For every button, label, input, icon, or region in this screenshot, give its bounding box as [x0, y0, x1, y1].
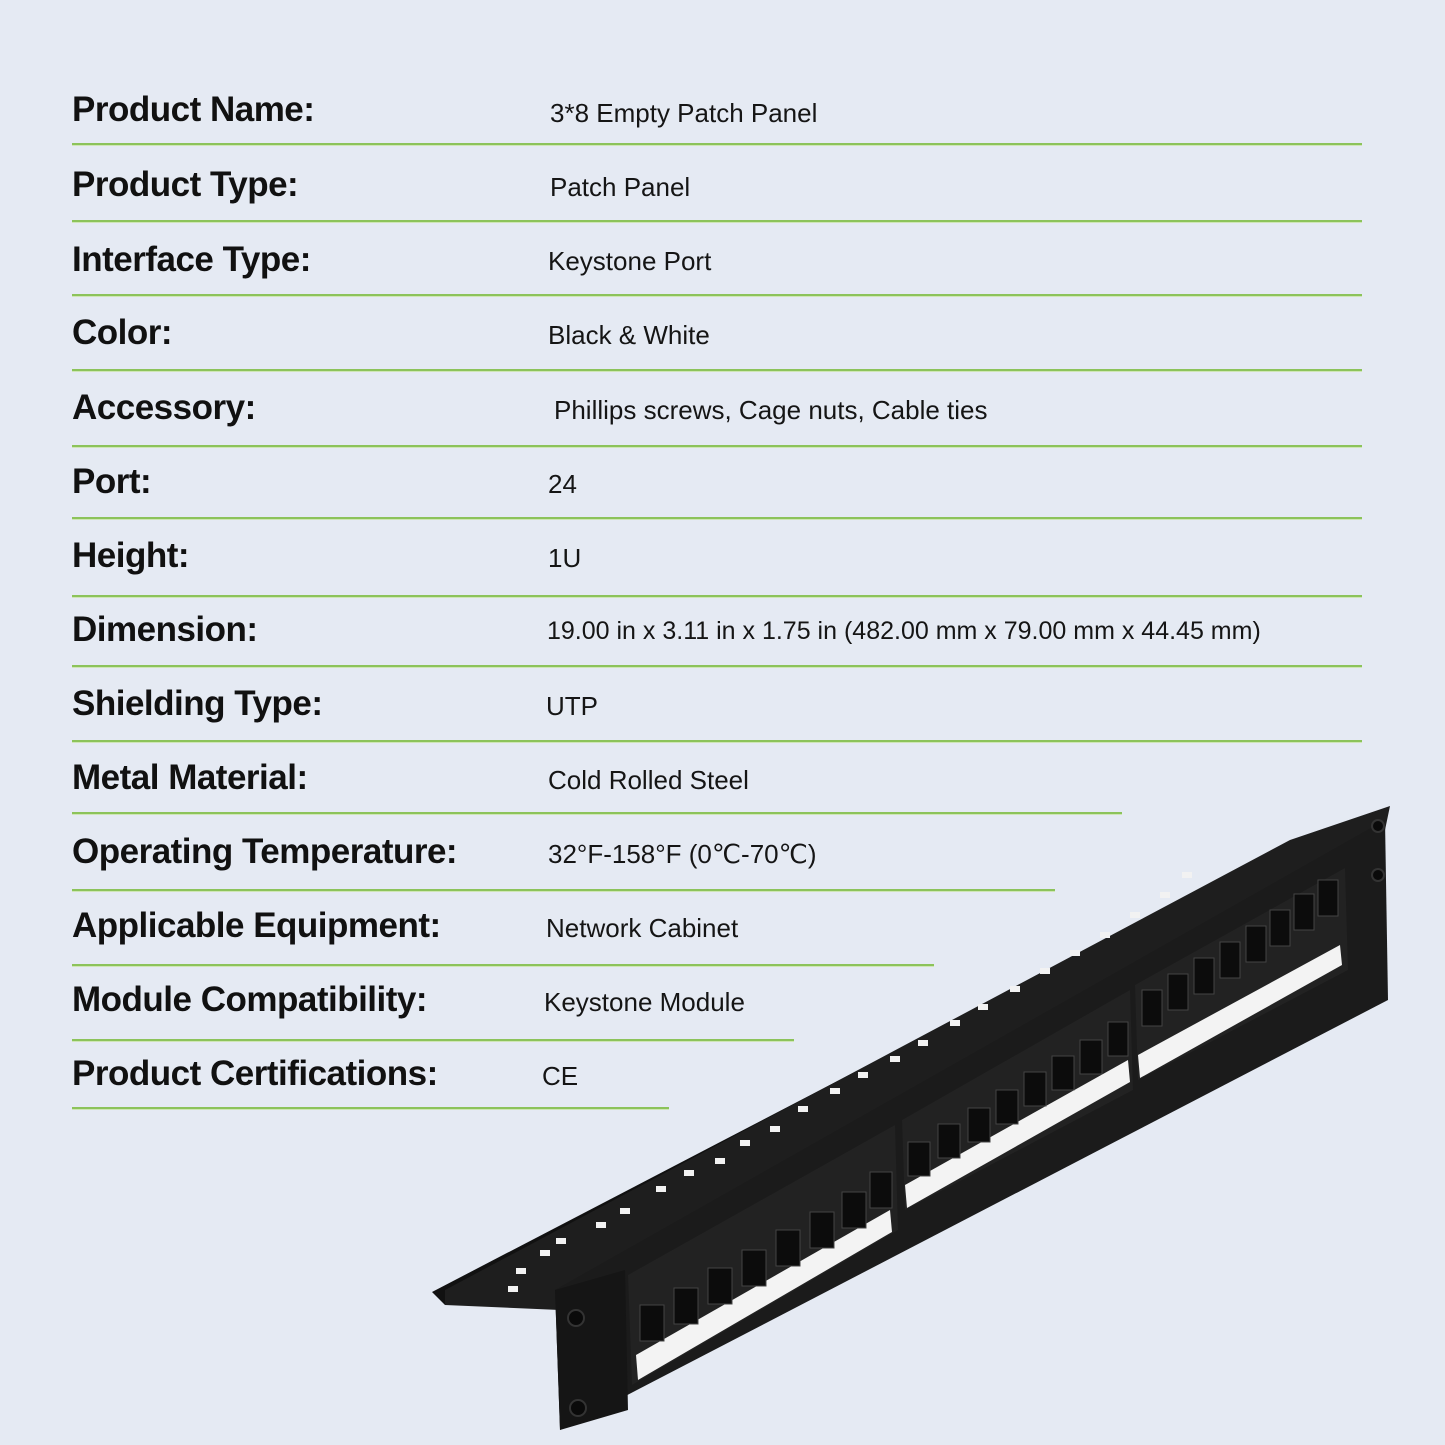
divider	[72, 369, 1362, 371]
divider	[72, 143, 1362, 145]
spec-label-product-type: Product Type:	[72, 165, 299, 204]
spec-value-accessory: Phillips screws, Cage nuts, Cable ties	[554, 395, 988, 425]
spec-value-module-compatibility: Keystone Module	[544, 987, 745, 1017]
patch-panel-image	[420, 800, 1430, 1440]
spec-label-module-compatibility: Module Compatibility:	[72, 980, 428, 1019]
spec-value-dimension: 19.00 in x 3.11 in x 1.75 in (482.00 mm x 79.00 mm x 44.45 mm)	[547, 617, 1261, 645]
divider	[72, 595, 1362, 597]
divider	[72, 294, 1362, 296]
spec-label-applicable-equipment: Applicable Equipment:	[72, 906, 441, 945]
spec-value-metal-material: Cold Rolled Steel	[548, 765, 749, 795]
spec-value-port: 24	[548, 469, 577, 499]
spec-label-dimension: Dimension:	[72, 610, 258, 649]
divider	[72, 517, 1362, 519]
spec-label-height: Height:	[72, 536, 190, 575]
spec-label-accessory: Accessory:	[72, 388, 256, 427]
spec-label-shielding-type: Shielding Type:	[72, 684, 323, 723]
spec-label-color: Color:	[72, 313, 173, 352]
spec-label-product-name: Product Name:	[72, 90, 315, 129]
spec-value-interface-type: Keystone Port	[548, 246, 712, 276]
spec-value-operating-temperature: 32°F-158°F (0℃-70℃)	[548, 839, 817, 869]
spec-label-port: Port:	[72, 462, 152, 501]
spec-label-product-certifications: Product Certifications:	[72, 1054, 438, 1093]
spec-value-height: 1U	[548, 543, 582, 573]
spec-value-product-certifications: CE	[542, 1061, 579, 1091]
spec-value-color: Black & White	[548, 320, 710, 350]
spec-label-operating-temperature: Operating Temperature:	[72, 832, 458, 871]
spec-value-product-name: 3*8 Empty Patch Panel	[550, 98, 818, 128]
spec-label-metal-material: Metal Material:	[72, 758, 308, 797]
spec-value-product-type: Patch Panel	[550, 172, 691, 202]
spec-value-applicable-equipment: Network Cabinet	[546, 913, 739, 943]
divider	[72, 220, 1362, 222]
spec-value-shielding-type: UTP	[546, 691, 598, 721]
divider	[72, 445, 1362, 447]
divider	[72, 740, 1362, 742]
divider	[72, 665, 1362, 667]
spec-label-interface-type: Interface Type:	[72, 240, 311, 279]
